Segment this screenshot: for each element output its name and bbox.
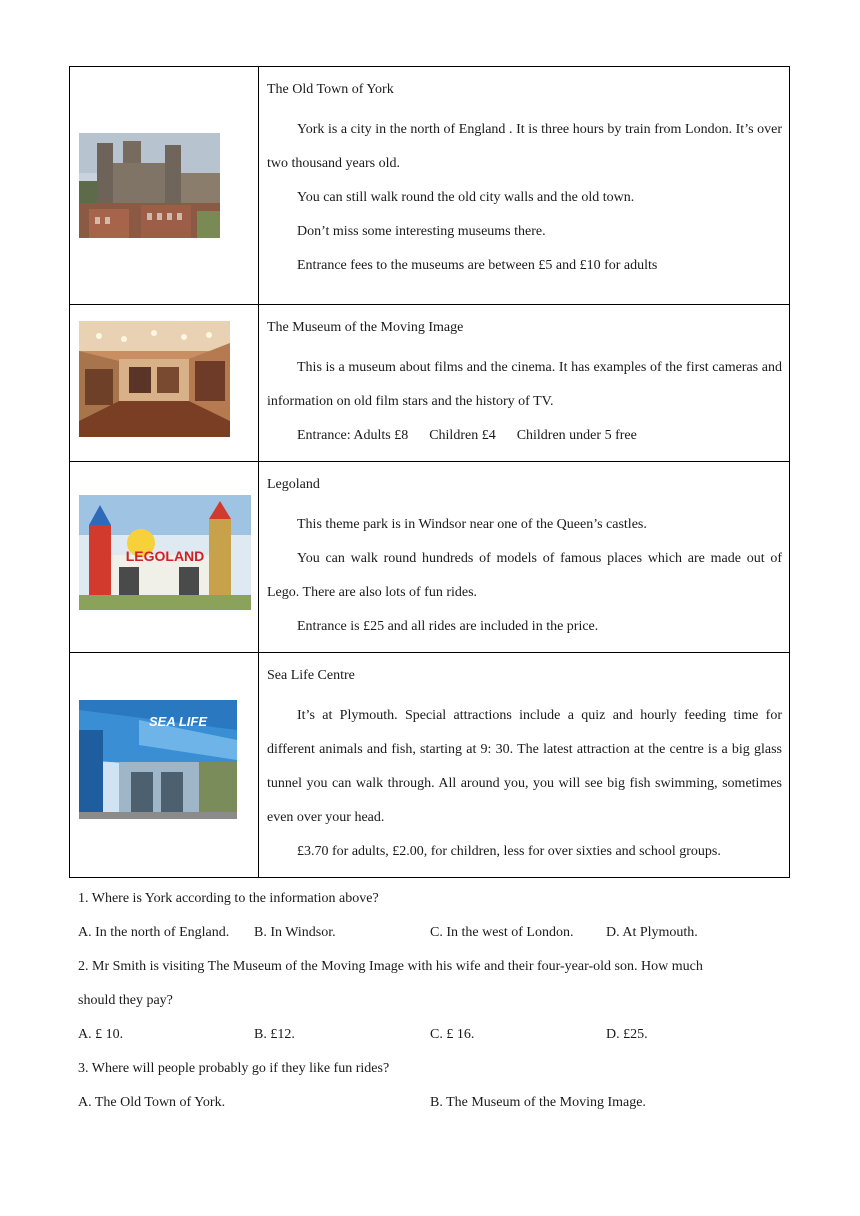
attraction-paragraph: This is a museum about films and the cinema. It has examples of the first cameras and information on old film stars and the history of TV. bbox=[267, 360, 782, 409]
attraction-title: Sea Life Centre bbox=[267, 668, 355, 683]
svg-text:SEA LIFE: SEA LIFE bbox=[149, 714, 208, 729]
attraction-row-museum bbox=[70, 305, 790, 462]
attraction-paragraph: £3.70 for adults, £2.00, for children, less for over sixties and school groups. bbox=[297, 844, 721, 859]
option-d[interactable]: D. £25. bbox=[606, 1027, 648, 1042]
option-b[interactable]: B. The Museum of the Moving Image. bbox=[430, 1095, 646, 1110]
attraction-title: The Museum of the Moving Image bbox=[267, 320, 464, 335]
york-minster-photo bbox=[79, 133, 220, 238]
attraction-row-sealife bbox=[70, 653, 790, 878]
image-cell bbox=[70, 67, 259, 305]
question-stem: 2. Mr Smith is visiting The Museum of the Moving Image with his wife and their four-year-old son. How much bbox=[78, 959, 703, 974]
question-options bbox=[78, 1086, 790, 1120]
option-c[interactable]: C. In the west of London. bbox=[430, 925, 574, 940]
option-b[interactable]: B. In Windsor. bbox=[254, 925, 336, 940]
text-cell bbox=[259, 653, 790, 878]
attraction-paragraph: You can walk round hundreds of models of famous places which are made out of Lego. There are also lots of fun rides. bbox=[267, 551, 782, 600]
question-stem: 3. Where will people probably go if they like fun rides? bbox=[78, 1061, 390, 1076]
image-cell bbox=[70, 305, 259, 462]
legoland-entrance-photo bbox=[79, 495, 251, 610]
attraction-paragraph: Entrance: Adults £8 Children £4 Children under 5 free bbox=[297, 428, 637, 443]
attraction-title: Legoland bbox=[267, 477, 320, 492]
museum-gallery-photo bbox=[79, 321, 230, 437]
questions-section bbox=[78, 882, 790, 1120]
svg-text:LEGOLAND: LEGOLAND bbox=[125, 548, 205, 564]
option-d[interactable]: D. At Plymouth. bbox=[606, 925, 698, 940]
attraction-paragraph: Entrance fees to the museums are between £5 and £10 for adults bbox=[297, 258, 658, 273]
attraction-paragraph: It’s at Plymouth. Special attractions include a quiz and hourly feeding time for different animals and fish, starting at 9: 30. The latest attraction at the centre is a big glass tunnel you can walk through. All around you, you will see big fish swimming, sometimes even over your head. bbox=[267, 708, 782, 825]
option-a[interactable]: A. The Old Town of York. bbox=[78, 1095, 226, 1110]
option-b[interactable]: B. £12. bbox=[254, 1027, 295, 1042]
attraction-paragraph: Don’t miss some interesting museums there. bbox=[297, 224, 546, 239]
question-options bbox=[78, 916, 790, 950]
text-cell bbox=[259, 462, 790, 653]
question-stem: 1. Where is York according to the information above? bbox=[78, 891, 379, 906]
attraction-paragraph: York is a city in the north of England . It is three hours by train from London. It’s over two thousand years old. bbox=[267, 122, 782, 171]
image-cell bbox=[70, 653, 259, 878]
text-cell bbox=[259, 305, 790, 462]
attraction-row-legoland bbox=[70, 462, 790, 653]
attraction-paragraph: This theme park is in Windsor near one of the Queen’s castles. bbox=[297, 517, 647, 532]
attraction-paragraph: Entrance is £25 and all rides are included in the price. bbox=[297, 619, 599, 634]
option-c[interactable]: C. £ 16. bbox=[430, 1027, 475, 1042]
attractions-table bbox=[69, 66, 790, 878]
option-a[interactable]: A. In the north of England. bbox=[78, 925, 230, 940]
attraction-title: The Old Town of York bbox=[267, 82, 394, 97]
text-cell bbox=[259, 67, 790, 305]
question-options bbox=[78, 1018, 790, 1052]
attraction-paragraph: You can still walk round the old city walls and the old town. bbox=[297, 190, 635, 205]
attraction-row-york bbox=[70, 67, 790, 305]
sea-life-building-photo bbox=[79, 700, 237, 819]
image-cell bbox=[70, 462, 259, 653]
option-a[interactable]: A. £ 10. bbox=[78, 1027, 124, 1042]
question-stem-continued: should they pay? bbox=[78, 993, 173, 1008]
